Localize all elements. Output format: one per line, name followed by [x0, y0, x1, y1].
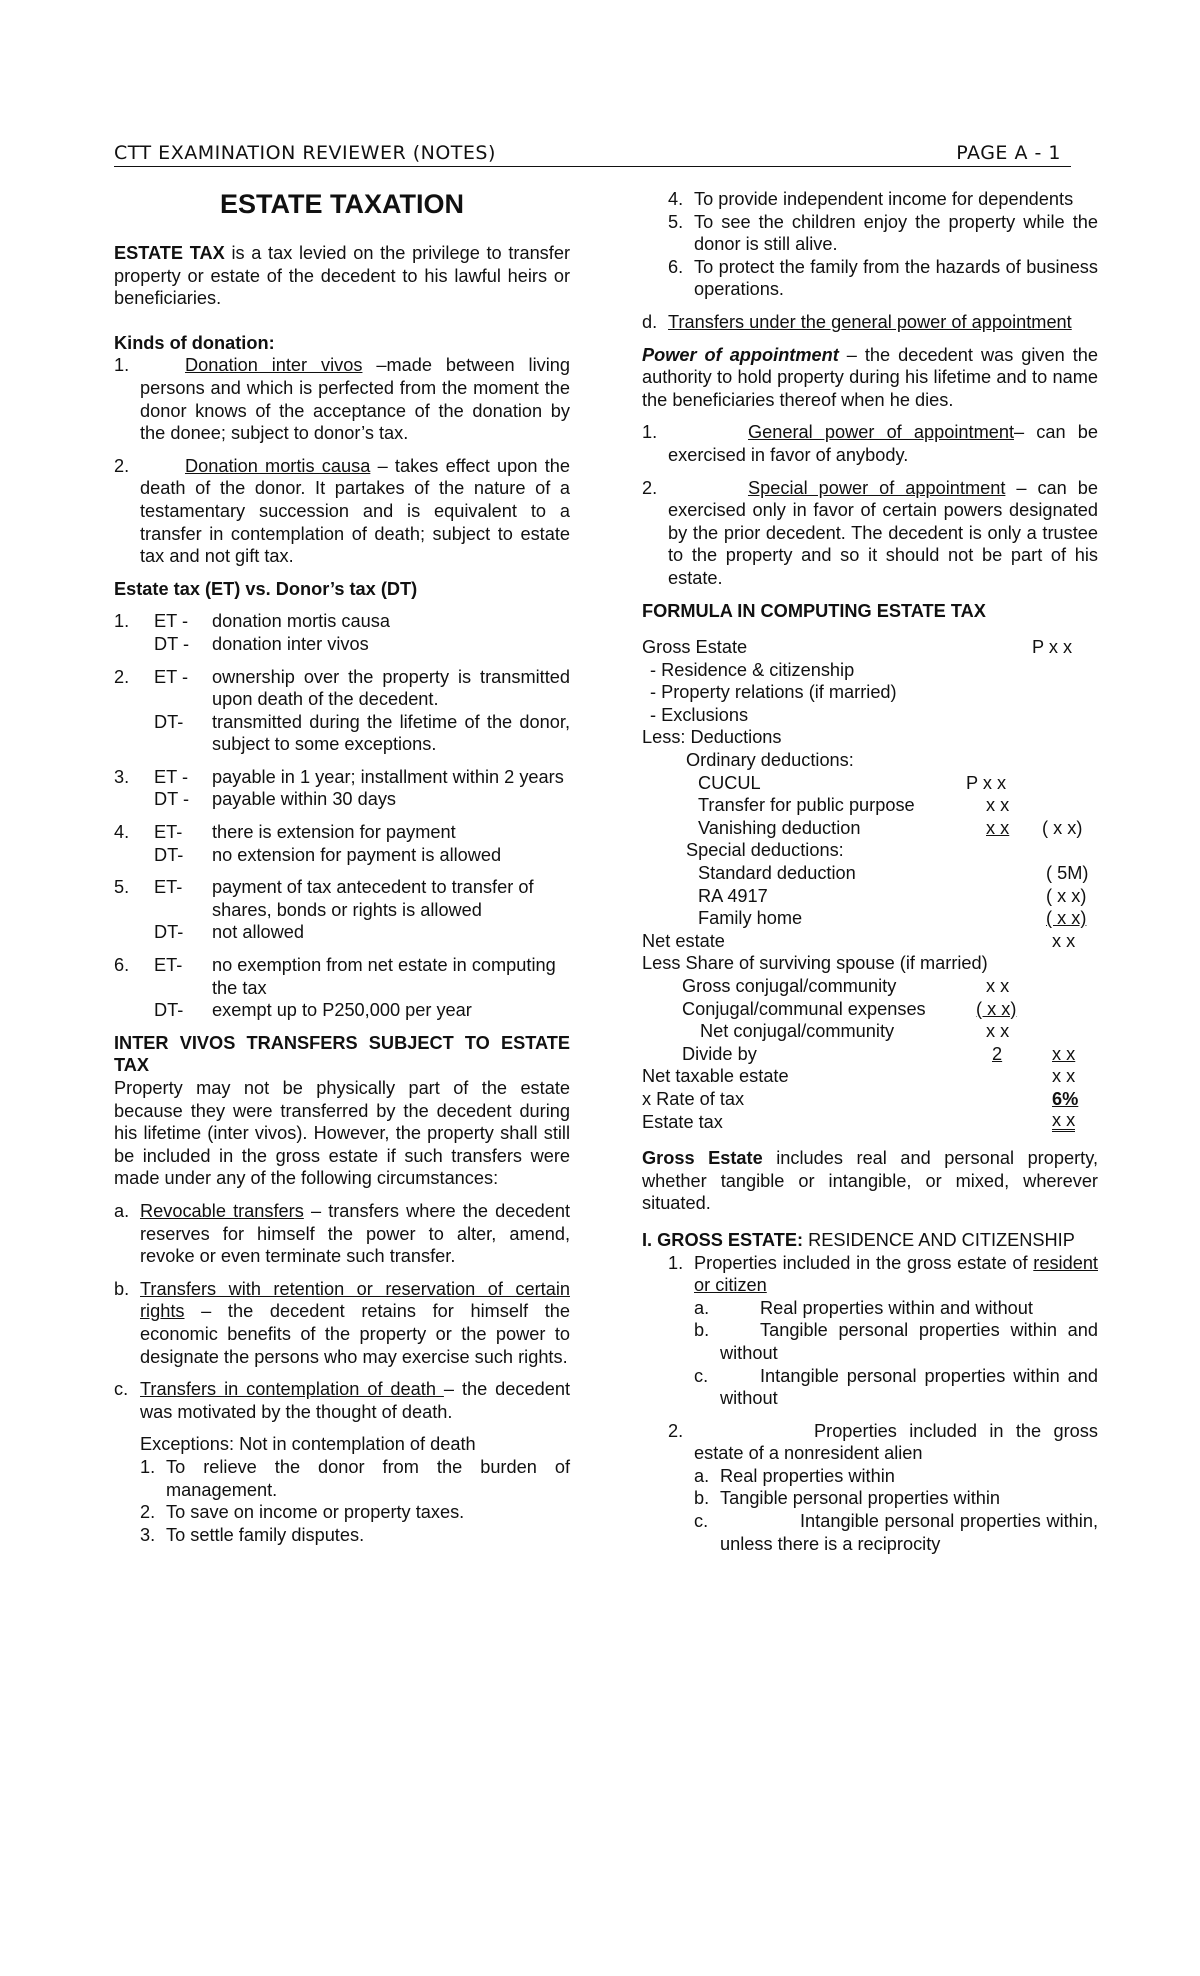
list-item: 6. To protect the family from the hazards of business operations. [668, 256, 1098, 300]
list-item: a. Real properties within and without [694, 1297, 1033, 1318]
comparison-item: 4. ET- there is extension for payment DT- no extension for payment is allowed [114, 822, 502, 865]
list-item: 4. To provide independent income for dependents [668, 189, 1074, 209]
list-item: 1. Properties included in the gross estate of resident or citizen [668, 1252, 1098, 1296]
intervivos-text: Property may not be physically part of the estate because they were transferred by the decedent during his lifetime (inter vivos). However, the property shall still be included in the gross estate if such transfers were made under any of the following circumstances: [114, 1078, 570, 1189]
list-item: c. Intangible personal properties within and without [694, 1365, 1098, 1409]
list-item: b. Transfers with retention or reservation of certain rights – the decedent retains for himself the economic benefits of the property or the power to designate the persons who may exercise such rights. [114, 1278, 570, 1367]
list-item: a. Real properties within [694, 1465, 895, 1486]
list-item: 1. Donation inter vivos –made between living persons and which is perfected from the moment the donor knows of the acceptance of the donation by the donee; subject to donor’s tax. [114, 355, 570, 444]
list-item: 2. Special power of appointment – can be exercised only in favor of certain powers designated by the prior decedent. The decedent is only a trustee to the property and so it should not be part of his estate. [642, 477, 1098, 588]
list-item: 2. Donation mortis causa – takes effect upon the death of the donor. It partakes of the nature of a testamentary succession and is equivalent to a transfer in contemplation of death; subject to estate tax and not gift tax. [114, 455, 571, 567]
list-item: 2. To save on income or property taxes. [140, 1502, 465, 1523]
list-item: 3. To settle family disputes. [140, 1524, 365, 1545]
list-item: a. Revocable transfers – transfers where the decedent reserves for himself the power to alter, amend, revoke or even terminate such transfer. [114, 1200, 570, 1267]
exceptions-heading: Exceptions: Not in contemplation of death [140, 1434, 476, 1455]
comparison-item: 5. ET- payment of tax antecedent to transfer of shares, bonds or rights is allowed DT- not allowed [114, 877, 534, 943]
list-item: 1. To relieve the donor from the burden of management. [140, 1456, 570, 1500]
page-header [114, 142, 1071, 167]
estate-tax-definition: ESTATE TAX is a tax levied on the privilege to transfer property or estate of the decedent to his lawful heirs or beneficiaries. [114, 243, 570, 309]
right-column [642, 188, 1098, 1555]
list-item: c. Intangible personal properties within, unless there is a reciprocity [694, 1511, 1098, 1554]
list-item: 5. To see the children enjoy the property while the donor is still alive. [668, 211, 1098, 255]
page-number: PAGE A - 1 [956, 142, 1061, 164]
comparison-item: 1. ET - donation mortis causa DT - donation inter vivos [114, 611, 390, 654]
intervivos-heading: INTER VIVOS TRANSFERS SUBJECT TO ESTATE TAX [114, 1032, 570, 1076]
comparison-item: 3. ET - payable in 1 year; installment within 2 years DT - payable within 30 days [114, 766, 564, 810]
comparison-heading: Estate tax (ET) vs. Donor’s tax (DT) [114, 578, 418, 599]
donation-heading: Kinds of donation: [114, 332, 275, 353]
comparison-item: 6. ET- no exemption from net estate in computing the tax DT- exempt up to P250,000 per year [114, 955, 556, 1021]
list-item: b. Tangible personal properties within and without [694, 1320, 1098, 1363]
list-item: 2. Properties included in the gross estate of a nonresident alien [668, 1420, 1098, 1464]
estate-tax-formula: Gross Estate P x x - Residence & citizenship - Property relations (if married) - Exclusions Less: Deductions Ordinary deductions: CUCUL P x x Transfer for public purpose x x Vanishing deduction x x ( x x) Special deductions: Standard deduction ( 5M) RA 4917 ( x x) Family home ( x x) Net estate x x Less Share of surviving spouse (if married) Gross conjugal/community x x Conjugal/communal expenses ( x x) Net conjugal/community x x Divide by 2 x x Net taxable estate x x x Rate of tax 6% Estate tax x x [642, 637, 1089, 1132]
list-item: d. Transfers under the general power of appointment [642, 311, 1072, 332]
header-title: CTT EXAMINATION REVIEWER (NOTES) [114, 142, 496, 164]
section-gross-estate: I. GROSS ESTATE: RESIDENCE AND CITIZENSHIP 1. Properties included in the gross estate of resident or citizen a. Real properties within and without b. Tangible personal properties within and without c. Intangible personal properties within and without 2. Properties included in the gross estate of a nonresident alien a. Real properties within b. Tangible personal properties within c. Intangible personal properties within, unless there is a reciprocity [642, 1229, 1098, 1554]
list-item: 1. General power of appointment– can be exercised in favor of anybody. [642, 422, 1098, 465]
gross-estate-definition: Gross Estate includes real and personal property, whether tangible or intangible, or mixed, wherever situated. [642, 1148, 1098, 1214]
comparison-item: 2. ET - ownership over the property is transmitted upon death of the decedent. DT- transmitted during the lifetime of the donor, subject to some exceptions. [114, 666, 570, 755]
formula-heading: FORMULA IN COMPUTING ESTATE TAX [642, 600, 986, 621]
power-of-appointment: Power of appointment – the decedent was given the authority to hold property during his lifetime and to name the beneficiaries thereof when he dies. [642, 344, 1098, 410]
list-item: c. Transfers in contemplation of death – the decedent was motivated by the thought of death. [114, 1379, 570, 1422]
page-title: ESTATE TAXATION [220, 189, 464, 219]
list-item: b. Tangible personal properties within [694, 1488, 1001, 1509]
left-column [114, 188, 570, 1546]
